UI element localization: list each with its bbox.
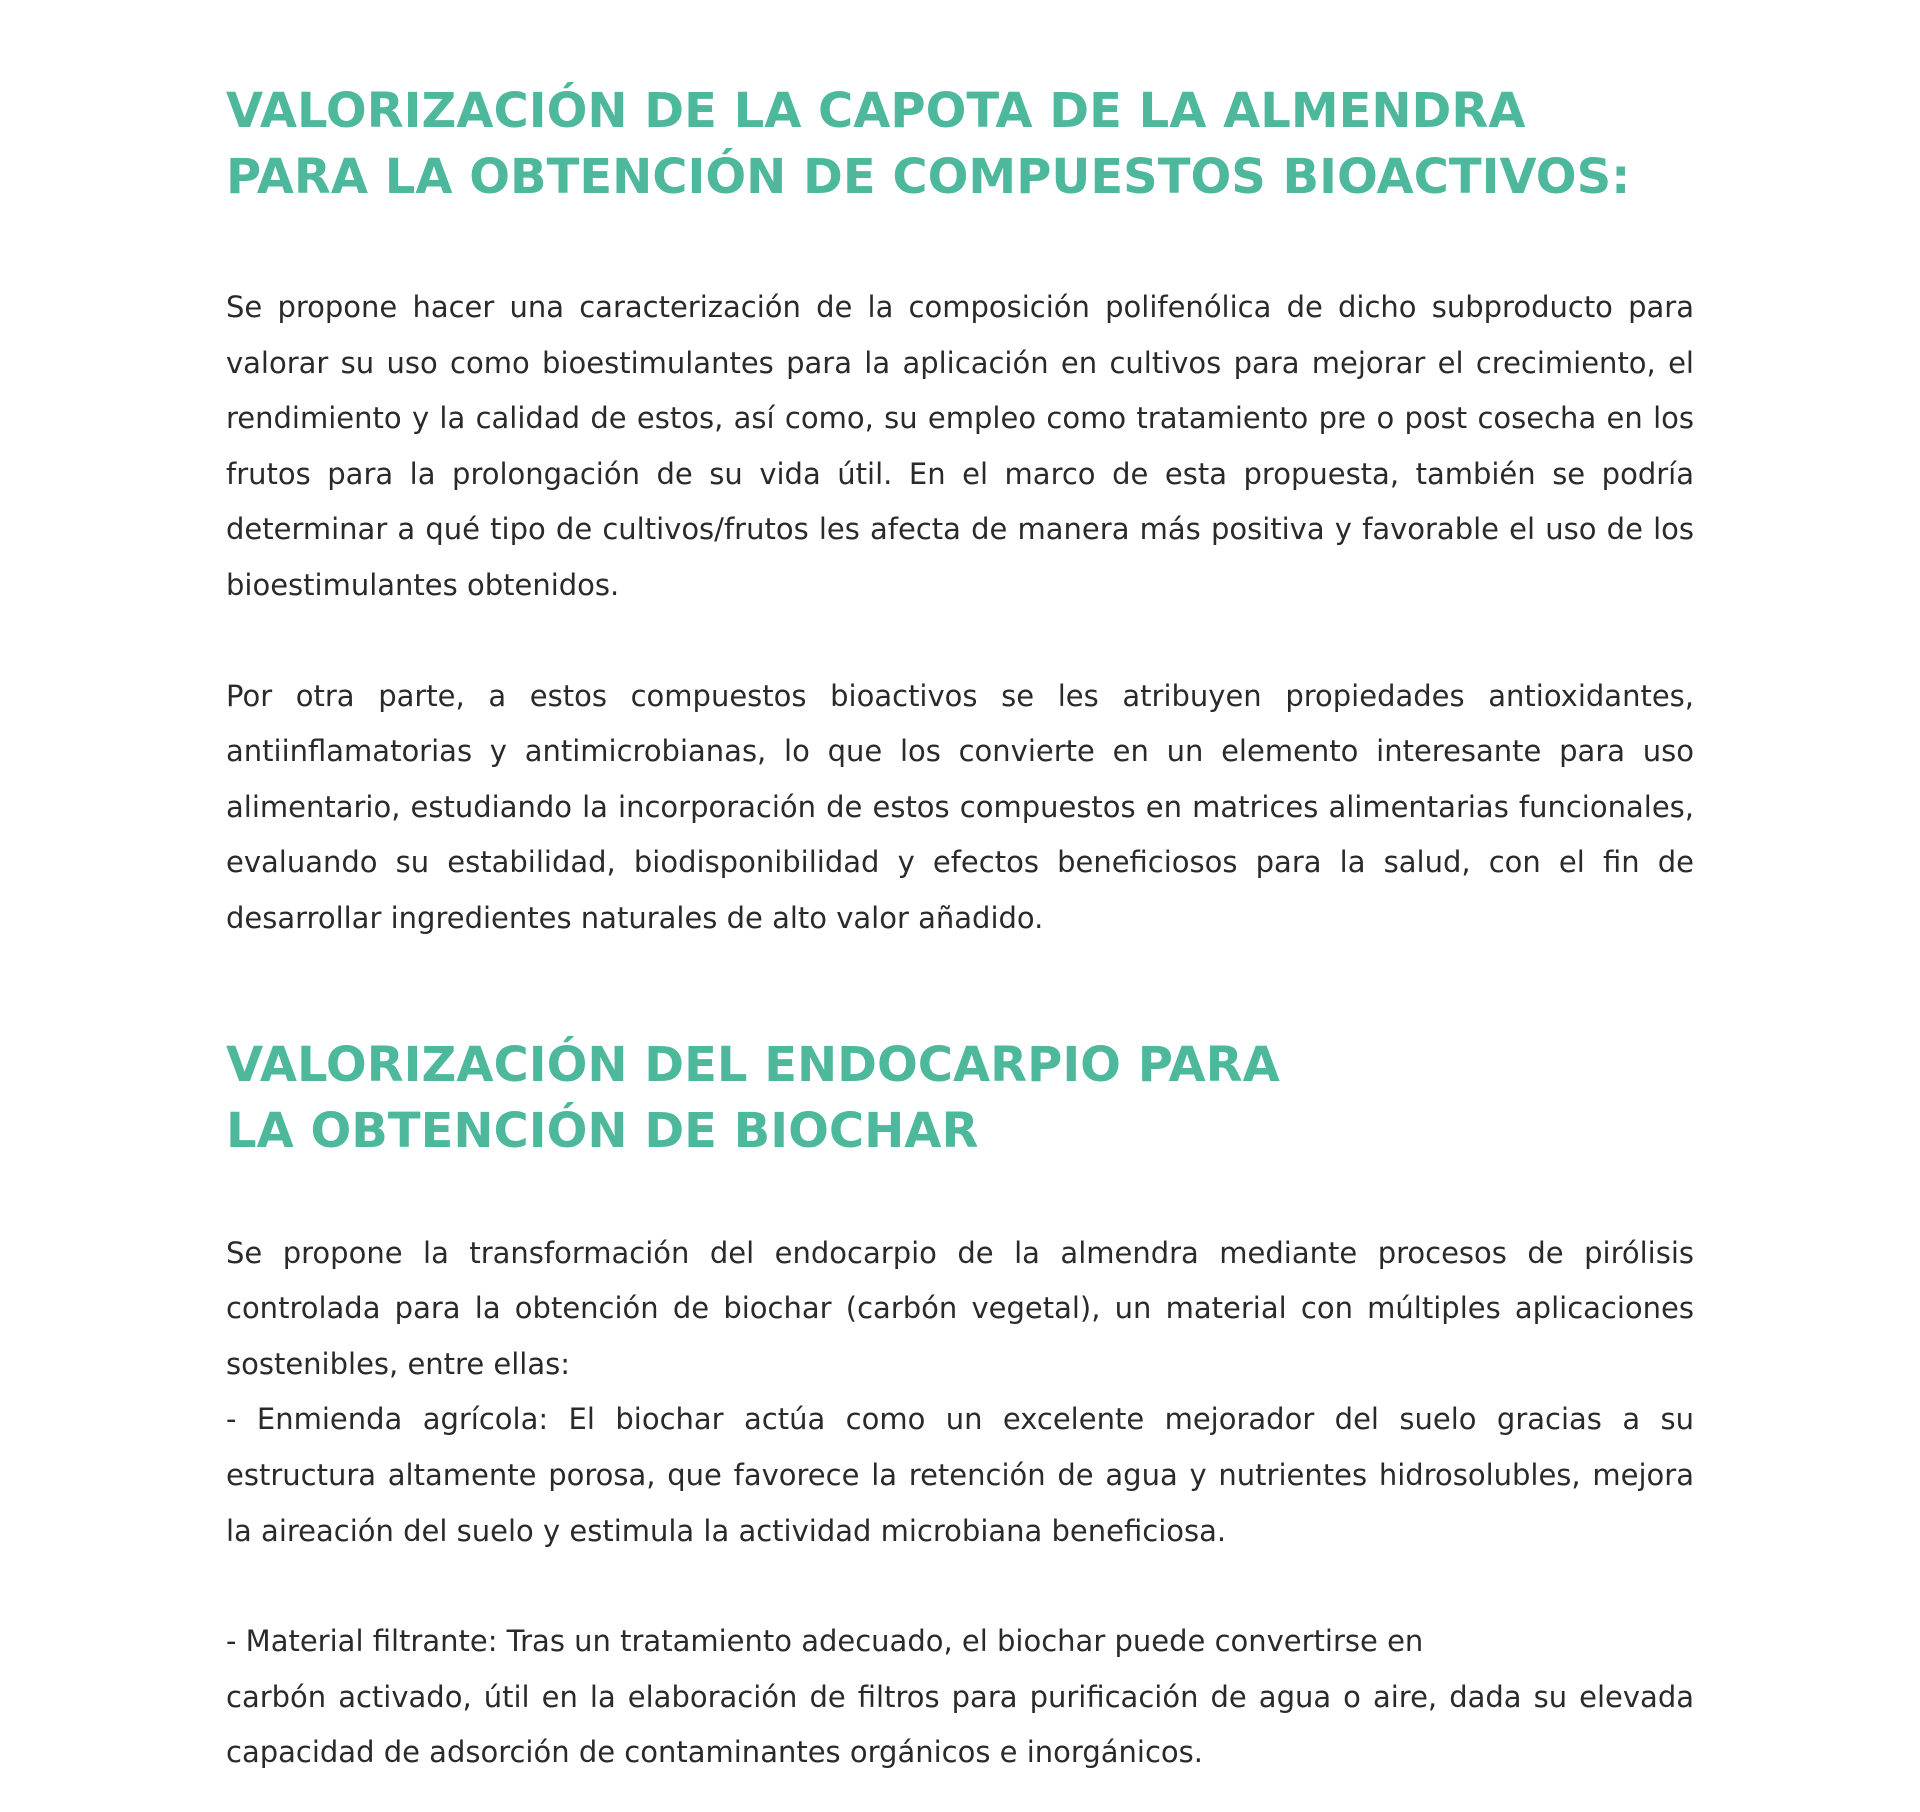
section2-bullet-filtrante-line1: - Material filtrante: Tras un tratamiento adecuado, el biochar puede convertirse en	[226, 1624, 1424, 1659]
section2-bullet-filtrante	[226, 1614, 1694, 1781]
section2-paragraph1	[226, 1226, 1694, 1560]
section2-bullet-enmienda: - Enmienda agrícola: El biochar actúa como un excelente mejorador del suelo gracias a su estructura altamente porosa, que favorece la retención de agua y nutrientes hidrosolubles, mejora la aireación del suelo y estimula la actividad microbiana beneficiosa.	[226, 1402, 1694, 1548]
section2-intro-text: Se propone la transformación del endocarpio de la almendra mediante procesos de pirólisis controlada para la obtención de biochar (carbón vegetal), un material con múltiples aplicaciones sostenibles, entre ellas:	[226, 1235, 1694, 1381]
section2-bullet-filtrante-rest: carbón activado, útil en la elaboración de filtros para purificación de agua o aire, dada su elevada capacidad de adsorción de contaminantes orgánicos e inorgánicos.	[226, 1679, 1694, 1770]
section2-title-line2: LA OBTENCIÓN DE BIOCHAR	[226, 1102, 979, 1159]
section1-paragraph2: Por otra parte, a estos compuestos bioactivos se les atribuyen propiedades antioxidantes, antiinflamatorias y antimicrobianas, lo que los convierte en un elemento interesante para uso alimentario, estudiando la incorporación de estos compuestos en matrices alimentarias funcionales, evaluando su estabilidad, biodisponibilidad y efectos beneficiosos para la salud, con el fin de desarrollar ingredientes naturales de alto valor añadido.	[226, 678, 1694, 935]
section1-title-line2: PARA LA OBTENCIÓN DE COMPUESTOS BIOACTIVOS:	[226, 149, 1631, 205]
section1-paragraph1: Se propone hacer una caracterización de la composición polifenólica de dicho subproducto para valorar su uso como bioestimulantes para la aplicación en cultivos para mejorar el crecimiento, el rendimiento y la calidad de estos, así como, su empleo como tratamiento pre o post cosecha en los frutos para la prolongación de su vida útil. En el marco de esta propuesta, también se podría determinar a qué tipo de cultivos/frutos les afecta de manera más positiva y favorable el uso de los bioestimulantes obtenidos.	[226, 290, 1694, 602]
document-content	[226, 78, 1694, 1781]
section2-title	[226, 1032, 1694, 1164]
section1-title-line1: VALORIZACIÓN DE LA CAPOTA DE LA ALMENDRA	[226, 83, 1526, 139]
section1-title	[226, 78, 1694, 210]
section2-title-line1: VALORIZACIÓN DEL ENDOCARPIO PARA	[226, 1036, 1280, 1093]
